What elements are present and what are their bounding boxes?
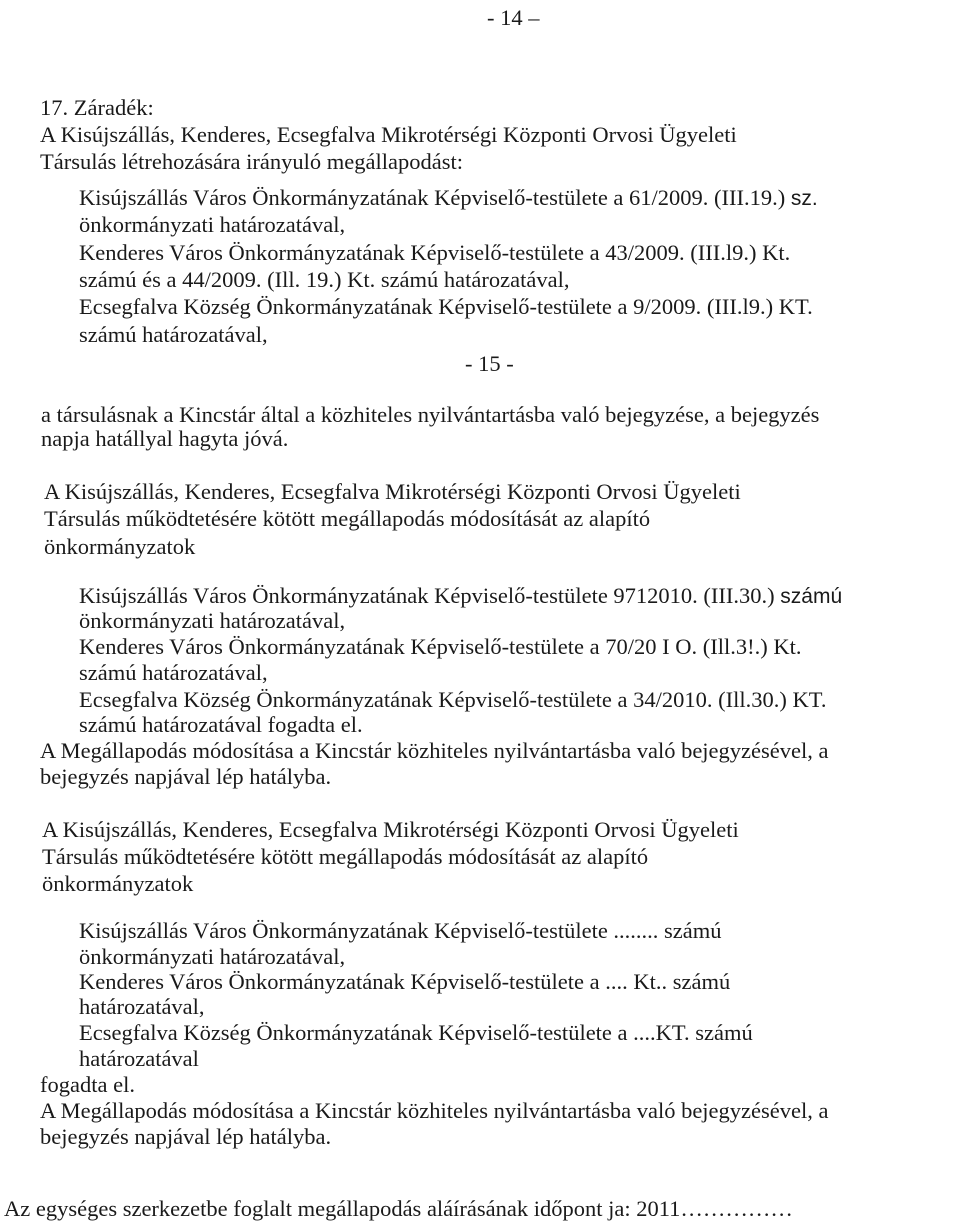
text-line: bejegyzés napjával lép hatályba. <box>40 764 332 789</box>
text-line: Társulás működtetésére kötött megállapodás módosítását az alapító <box>42 844 649 869</box>
text-line: Kisújszállás Város Önkormányzatának Képviselő-testülete ........ számú <box>79 918 722 943</box>
text-segment: Kisújszállás Város Önkormányzatának Képviselő-testülete a 61/2009. (III.19.) <box>79 185 791 210</box>
text-line: önkormányzatok <box>44 534 196 559</box>
text-line <box>79 184 818 212</box>
text-line: Kenderes Város Önkormányzatának Képviselő-testülete a 70/20 I O. (Ill.3!.) Kt. <box>79 634 802 659</box>
text-line: határozatával, <box>79 994 205 1019</box>
text-line <box>79 582 842 610</box>
text-segment: Kisújszállás Város Önkormányzatának Képviselő-testülete 9712010. (III.30.) <box>79 583 781 608</box>
clause-heading: 17. Záradék: <box>40 95 154 120</box>
text-line: A Megállapodás módosítása a Kincstár közhiteles nyilvántartásba való bejegyzésével, a <box>40 1098 829 1123</box>
signing-date-line: Az egységes szerkezetbe foglalt megállapodás aláírásának időpont ja: 2011…………… <box>4 1196 793 1221</box>
text-line: Ecsegfalva Község Önkormányzatának Képviselő-testülete a ....KT. számú <box>79 1020 753 1045</box>
text-line: A Kisújszállás, Kenderes, Ecsegfalva Mikrotérségi Központi Orvosi Ügyeleti <box>40 122 737 147</box>
text-segment: sz. <box>790 187 818 210</box>
text-line: számú és a 44/2009. (Ill. 19.) Kt. számú határozatával, <box>79 267 570 292</box>
text-line: önkormányzati határozatával, <box>79 944 346 969</box>
page-marker: - 15 - <box>465 351 514 376</box>
text-line: a társulásnak a Kincstár által a közhiteles nyilvántartásba való bejegyzése, a bejegyzés <box>41 402 820 427</box>
text-segment: számú <box>780 585 843 608</box>
text-line: Kenderes Város Önkormányzatának Képviselő-testülete a .... Kt.. számú <box>79 969 731 994</box>
text-line: Kenderes Város Önkormányzatának Képviselő-testülete a 43/2009. (III.l9.) Kt. <box>79 240 791 265</box>
text-line: Társulás létrehozására irányuló megállapodást: <box>40 149 463 174</box>
page-number-header: - 14 – <box>487 5 540 30</box>
text-line: határozatával <box>79 1046 199 1071</box>
text-line: önkormányzati határozatával, <box>79 608 346 633</box>
text-line: önkormányzatok <box>42 871 194 896</box>
text-line: A Kisújszállás, Kenderes, Ecsegfalva Mikrotérségi Központi Orvosi Ügyeleti <box>42 817 739 842</box>
text-line: számú határozatával fogadta el. <box>79 712 363 737</box>
text-line: Társulás működtetésére kötött megállapodás módosítását az alapító <box>44 506 651 531</box>
text-line: Ecsegfalva Község Önkormányzatának Képviselő-testülete a 9/2009. (III.l9.) KT. <box>79 294 813 319</box>
text-line: számú határozatával, <box>79 660 268 685</box>
text-line: A Kisújszállás, Kenderes, Ecsegfalva Mikrotérségi Központi Orvosi Ügyeleti <box>44 479 741 504</box>
text-line: önkormányzati határozatával, <box>79 212 346 237</box>
text-line: Ecsegfalva Község Önkormányzatának Képviselő-testülete a 34/2010. (Ill.30.) KT. <box>79 687 827 712</box>
text-line: A Megállapodás módosítása a Kincstár közhiteles nyilvántartásba való bejegyzésével, a <box>40 738 829 763</box>
text-line: fogadta el. <box>40 1072 135 1097</box>
text-line: napja hatállyal hagyta jóvá. <box>41 426 289 451</box>
text-line: számú határozatával, <box>79 322 268 347</box>
text-line: bejegyzés napjával lép hatályba. <box>40 1124 332 1149</box>
